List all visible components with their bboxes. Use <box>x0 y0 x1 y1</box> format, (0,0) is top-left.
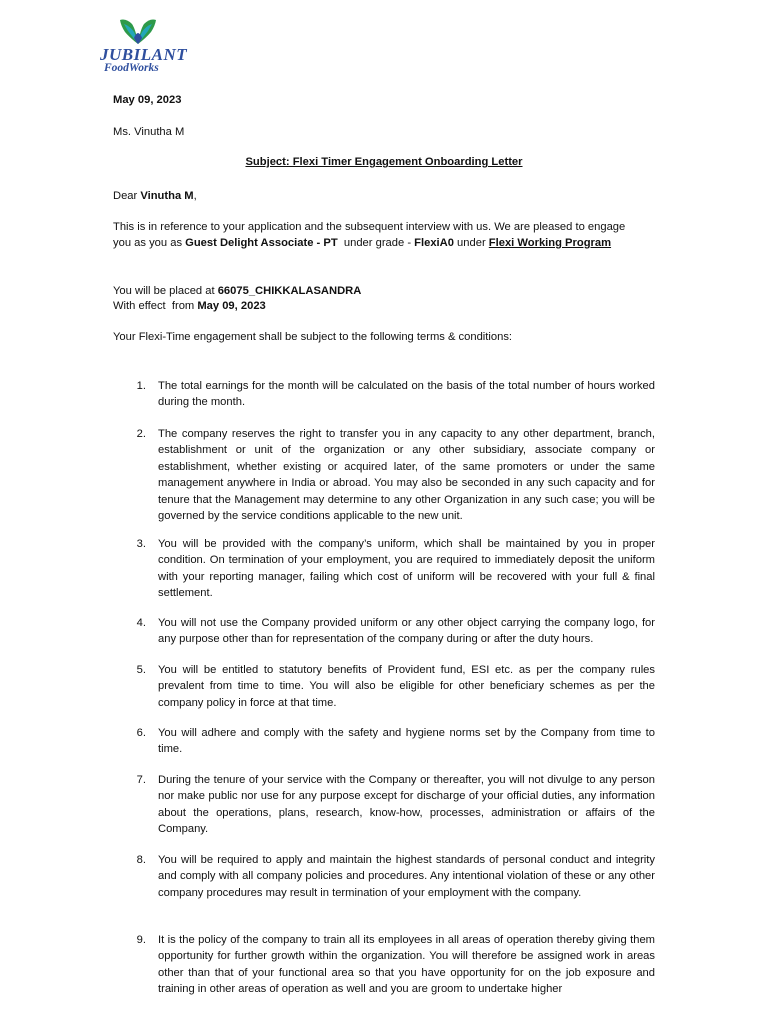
intro-line-2: you as you as Guest Delight Associate - PT under grade - FlexiA0 under Flexi Working Program <box>113 237 612 249</box>
recipient-name: Vinutha M <box>140 190 194 202</box>
logo-wordmark: JUBILANT <box>100 45 188 64</box>
company-logo <box>100 16 190 76</box>
logo-subtitle: FoodWorks <box>104 62 159 74</box>
subject-line: Subject: Flexi Timer Engagement Onboarding Letter <box>245 156 523 168</box>
leaf-emblem-icon <box>116 16 160 48</box>
addressee: Ms. Vinutha M <box>113 126 185 138</box>
salutation: Dear Vinutha M, <box>113 190 197 202</box>
letter-date: May 09, 2023 <box>113 94 182 106</box>
placement-line: You will be placed at 66075_CHIKKALASANDRA <box>113 285 362 297</box>
effect-line: With effect from May 09, 2023 <box>113 300 266 312</box>
terms-intro: Your Flexi-Time engagement shall be subject to the following terms & conditions: <box>113 331 513 343</box>
effect-date: May 09, 2023 <box>197 300 266 312</box>
grade: FlexiA0 <box>414 237 454 249</box>
intro-line-1: This is in reference to your application and the subsequent interview with us. We are pleased to engage <box>113 221 626 233</box>
role-name: Guest Delight Associate - PT <box>185 237 338 249</box>
placement-location: 66075_CHIKKALASANDRA <box>217 285 362 297</box>
program-name: Flexi Working Program <box>488 237 612 249</box>
